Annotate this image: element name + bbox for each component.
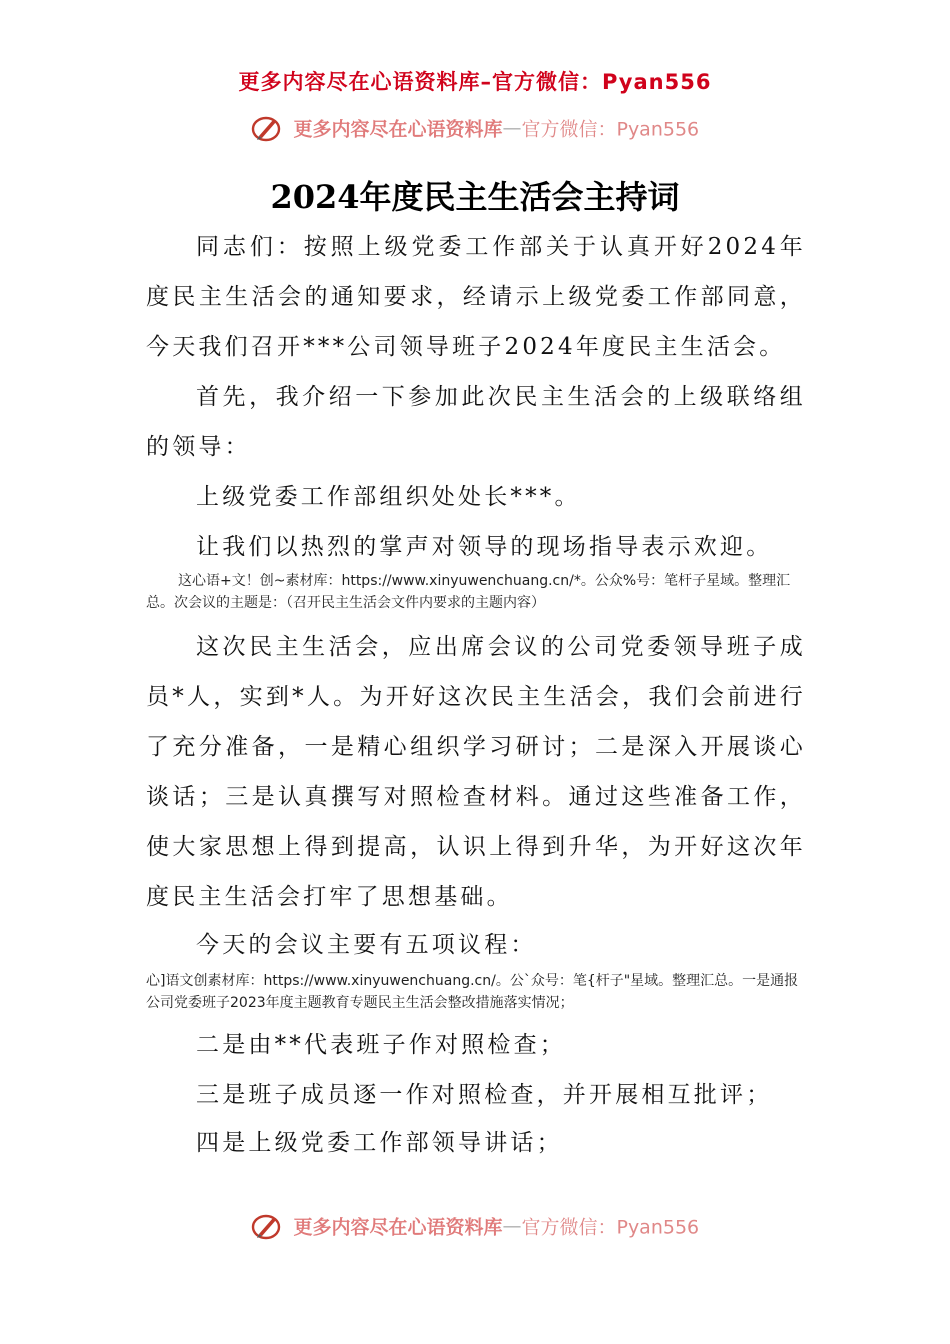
paragraph-agenda-intro: 今天的会议主要有五项议程： bbox=[196, 932, 537, 958]
agenda-item-two: 二是由**代表班子作对照检查； bbox=[196, 1032, 566, 1058]
agenda-item-four: 四是上级党委工作部领导讲话； bbox=[196, 1130, 563, 1156]
watermark-separator: — bbox=[502, 1215, 522, 1237]
agenda-item-three: 三是班子成员逐一作对照检查，并开展相互批评； bbox=[196, 1082, 773, 1108]
inserted-note-theme: 这心语+文！创~素材库：https://www.xinyuwenchuang.cn/*。公众%号：笔杆子星域。整理汇总。次会议的主题是：（召开民主生活会文件内要求的主题内容） bbox=[146, 573, 791, 611]
paragraph-welcome: 让我们以热烈的掌声对领导的现场指导表示欢迎。 bbox=[196, 534, 773, 560]
inserted-note-agenda-one: 心]语文创素材库：https://www.xinyuwenchuang.cn/。公`众号：笔{杆子"星域。整理汇总。一是通报公司党委班子2023年度主题教育专题民主生活会整改措施落实情况； bbox=[146, 973, 799, 1011]
logo-icon bbox=[251, 114, 283, 142]
watermark-footer bbox=[0, 1212, 950, 1240]
top-banner: 更多内容尽在心语资料库–官方微信：Pyan556 bbox=[238, 70, 712, 94]
document-title: 2024年度民主生活会主持词 bbox=[270, 178, 680, 216]
watermark-header bbox=[0, 114, 950, 142]
paragraph-attendance: 这次民主生活会，应出席会议的公司党委领导班子成员*人，实到*人。为开好这次民主生活会，我们会前进行了充分准备，一是精心组织学习研讨；二是深入开展谈心谈话；三是认真撰写对照检查材料。通过这些准备工作，使大家思想上得到提高，认识上得到升华，为开好这次年度民主生活会打牢了思想基础。 bbox=[146, 634, 806, 910]
paragraph-introduce-leaders: 首先，我介绍一下参加此次民主生活会的上级联络组的领导： bbox=[146, 384, 806, 460]
watermark-wechat: 官方微信：Pyan556 bbox=[521, 118, 700, 141]
watermark-title: 更多内容尽在心语资料库 bbox=[293, 1216, 503, 1239]
paragraph-intro: 同志们：按照上级党委工作部关于认真开好2024年度民主生活会的通知要求，经请示上级党委工作部同意，今天我们召开***公司领导班子2024年度民主生活会。 bbox=[146, 234, 806, 360]
logo-icon bbox=[251, 1212, 283, 1240]
watermark-title: 更多内容尽在心语资料库 bbox=[293, 118, 503, 141]
watermark-separator: — bbox=[502, 117, 522, 139]
watermark-wechat: 官方微信：Pyan556 bbox=[521, 1216, 700, 1239]
paragraph-leader-name: 上级党委工作部组织处处长***。 bbox=[196, 484, 581, 510]
